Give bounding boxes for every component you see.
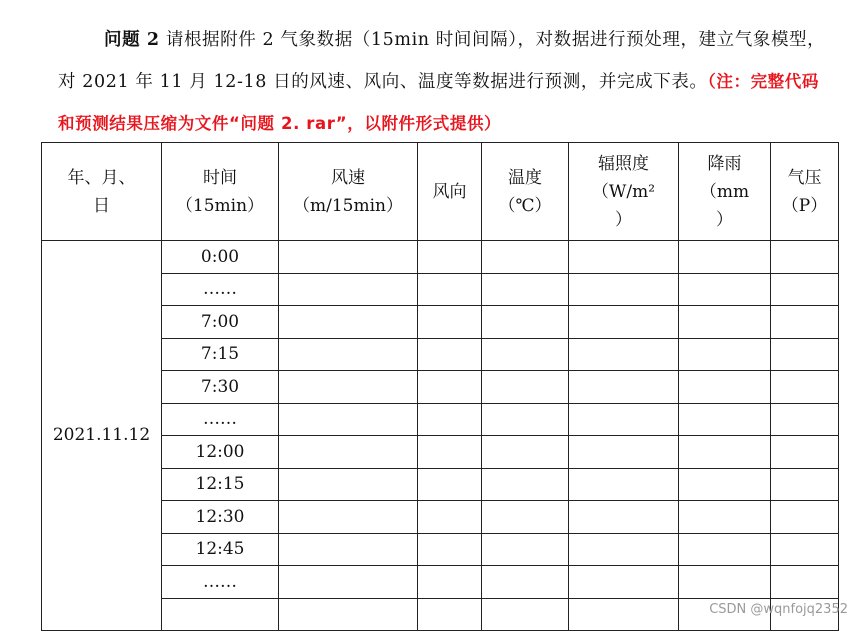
time-cell: 7:30 — [162, 371, 279, 404]
empty-cell[interactable] — [771, 241, 839, 274]
column-header-line: 风速 — [331, 167, 365, 188]
time-cell: …… — [162, 273, 279, 306]
empty-cell[interactable] — [418, 598, 482, 630]
empty-cell[interactable] — [482, 241, 569, 274]
time-cell: 0:00 — [162, 241, 279, 274]
table-row — [42, 468, 839, 501]
empty-cell[interactable] — [569, 598, 679, 630]
empty-cell[interactable] — [569, 468, 679, 501]
column-header — [771, 143, 839, 241]
empty-cell[interactable] — [162, 598, 279, 630]
empty-cell[interactable] — [279, 501, 418, 534]
column-header-line: 辐照度 — [598, 153, 649, 174]
question-paragraph — [58, 20, 828, 145]
column-header — [569, 143, 679, 241]
forecast-table — [41, 142, 839, 631]
column-header-line: ） — [615, 209, 632, 230]
empty-cell[interactable] — [418, 273, 482, 306]
empty-cell[interactable] — [679, 338, 771, 371]
table-row — [42, 273, 839, 306]
column-header-line: （W/m² — [591, 181, 656, 202]
column-header-line: （P） — [781, 195, 828, 216]
empty-cell[interactable] — [569, 338, 679, 371]
empty-cell[interactable] — [482, 468, 569, 501]
column-header-line: 时间 — [203, 167, 237, 188]
column-header-line: 年、月、 — [67, 167, 136, 188]
empty-cell[interactable] — [771, 338, 839, 371]
column-header — [679, 143, 771, 241]
empty-cell[interactable] — [771, 403, 839, 436]
empty-cell[interactable] — [279, 403, 418, 436]
question-note: （注：完整代码和预测结果压缩为文件“问题 2. rar”，以附件形式提供） — [58, 72, 819, 133]
time-cell: …… — [162, 566, 279, 599]
table-body — [42, 241, 839, 631]
table-row — [42, 403, 839, 436]
table-row — [42, 338, 839, 371]
empty-cell[interactable] — [418, 371, 482, 404]
table-header-row — [42, 143, 839, 241]
empty-cell[interactable] — [482, 501, 569, 534]
date-cell: 2021.11.12 — [42, 241, 162, 631]
empty-cell[interactable] — [482, 403, 569, 436]
column-header-line: 温度 — [508, 167, 542, 188]
column-header — [418, 143, 482, 241]
empty-cell[interactable] — [418, 501, 482, 534]
empty-cell[interactable] — [771, 371, 839, 404]
table-row — [42, 501, 839, 534]
empty-cell[interactable] — [771, 306, 839, 339]
empty-cell[interactable] — [418, 566, 482, 599]
empty-cell[interactable] — [569, 533, 679, 566]
empty-cell[interactable] — [569, 241, 679, 274]
empty-cell[interactable] — [482, 273, 569, 306]
question-label: 问题 2 — [104, 30, 160, 50]
empty-cell[interactable] — [771, 501, 839, 534]
time-cell: 12:15 — [162, 468, 279, 501]
table-row — [42, 566, 839, 599]
empty-cell[interactable] — [279, 598, 418, 630]
column-header-line: （mm — [699, 181, 750, 202]
column-header-line: 风向 — [432, 181, 467, 202]
empty-cell[interactable] — [679, 241, 771, 274]
time-cell: 7:15 — [162, 338, 279, 371]
empty-cell[interactable] — [569, 566, 679, 599]
table-row — [42, 371, 839, 404]
empty-cell[interactable] — [482, 533, 569, 566]
time-cell: 12:45 — [162, 533, 279, 566]
empty-cell[interactable] — [418, 403, 482, 436]
column-header-line: 日 — [93, 195, 110, 216]
column-header — [42, 143, 162, 241]
empty-cell[interactable] — [771, 436, 839, 469]
empty-cell[interactable] — [771, 468, 839, 501]
column-header-line: 降雨 — [707, 153, 742, 174]
table-row — [42, 533, 839, 566]
empty-cell[interactable] — [569, 501, 679, 534]
empty-cell[interactable] — [569, 371, 679, 404]
empty-cell[interactable] — [482, 371, 569, 404]
empty-cell[interactable] — [569, 306, 679, 339]
empty-cell[interactable] — [679, 501, 771, 534]
table-row — [42, 241, 839, 274]
empty-cell[interactable] — [418, 533, 482, 566]
empty-cell[interactable] — [679, 533, 771, 566]
column-header — [162, 143, 279, 241]
column-header-line: 气压 — [787, 167, 822, 188]
empty-cell[interactable] — [279, 533, 418, 566]
empty-cell[interactable] — [418, 436, 482, 469]
table-row — [42, 306, 839, 339]
empty-cell[interactable] — [482, 338, 569, 371]
empty-cell[interactable] — [679, 468, 771, 501]
column-header-line: （m/15min） — [293, 195, 403, 216]
empty-cell[interactable] — [569, 403, 679, 436]
empty-cell[interactable] — [279, 468, 418, 501]
empty-cell[interactable] — [279, 371, 418, 404]
empty-cell[interactable] — [569, 273, 679, 306]
empty-cell[interactable] — [679, 436, 771, 469]
watermark: CSDN @wqnfojq2352 — [709, 602, 848, 617]
column-header — [279, 143, 418, 241]
empty-cell[interactable] — [279, 566, 418, 599]
empty-cell[interactable] — [482, 566, 569, 599]
column-header-line: （15min） — [175, 195, 265, 216]
empty-cell[interactable] — [771, 273, 839, 306]
column-header-line: ） — [716, 209, 733, 230]
time-cell: …… — [162, 403, 279, 436]
time-cell: 12:00 — [162, 436, 279, 469]
empty-cell[interactable] — [418, 468, 482, 501]
empty-cell[interactable] — [279, 436, 418, 469]
empty-cell[interactable] — [679, 403, 771, 436]
empty-cell[interactable] — [679, 306, 771, 339]
empty-cell[interactable] — [482, 598, 569, 630]
column-header — [482, 143, 569, 241]
question-text: 请根据附件 2 气象数据（15min 时间间隔），对数据进行预处理，建立气象模型，对 2021 年 11 月 12-18 日的风速、风向、温度等数据进行预测，并完成下表。 — [58, 30, 826, 92]
empty-cell[interactable] — [679, 273, 771, 306]
empty-cell[interactable] — [482, 436, 569, 469]
empty-cell[interactable] — [279, 273, 418, 306]
time-cell: 7:00 — [162, 306, 279, 339]
empty-cell[interactable] — [418, 338, 482, 371]
empty-cell[interactable] — [569, 436, 679, 469]
empty-cell[interactable] — [679, 371, 771, 404]
empty-cell[interactable] — [482, 306, 569, 339]
empty-cell[interactable] — [418, 241, 482, 274]
empty-cell[interactable] — [418, 306, 482, 339]
column-header-line: （℃） — [498, 195, 552, 216]
empty-cell[interactable] — [771, 566, 839, 599]
table-row — [42, 436, 839, 469]
empty-cell[interactable] — [279, 306, 418, 339]
time-cell: 12:30 — [162, 501, 279, 534]
empty-cell[interactable] — [279, 241, 418, 274]
empty-cell[interactable] — [771, 533, 839, 566]
empty-cell[interactable] — [679, 566, 771, 599]
empty-cell[interactable] — [279, 338, 418, 371]
